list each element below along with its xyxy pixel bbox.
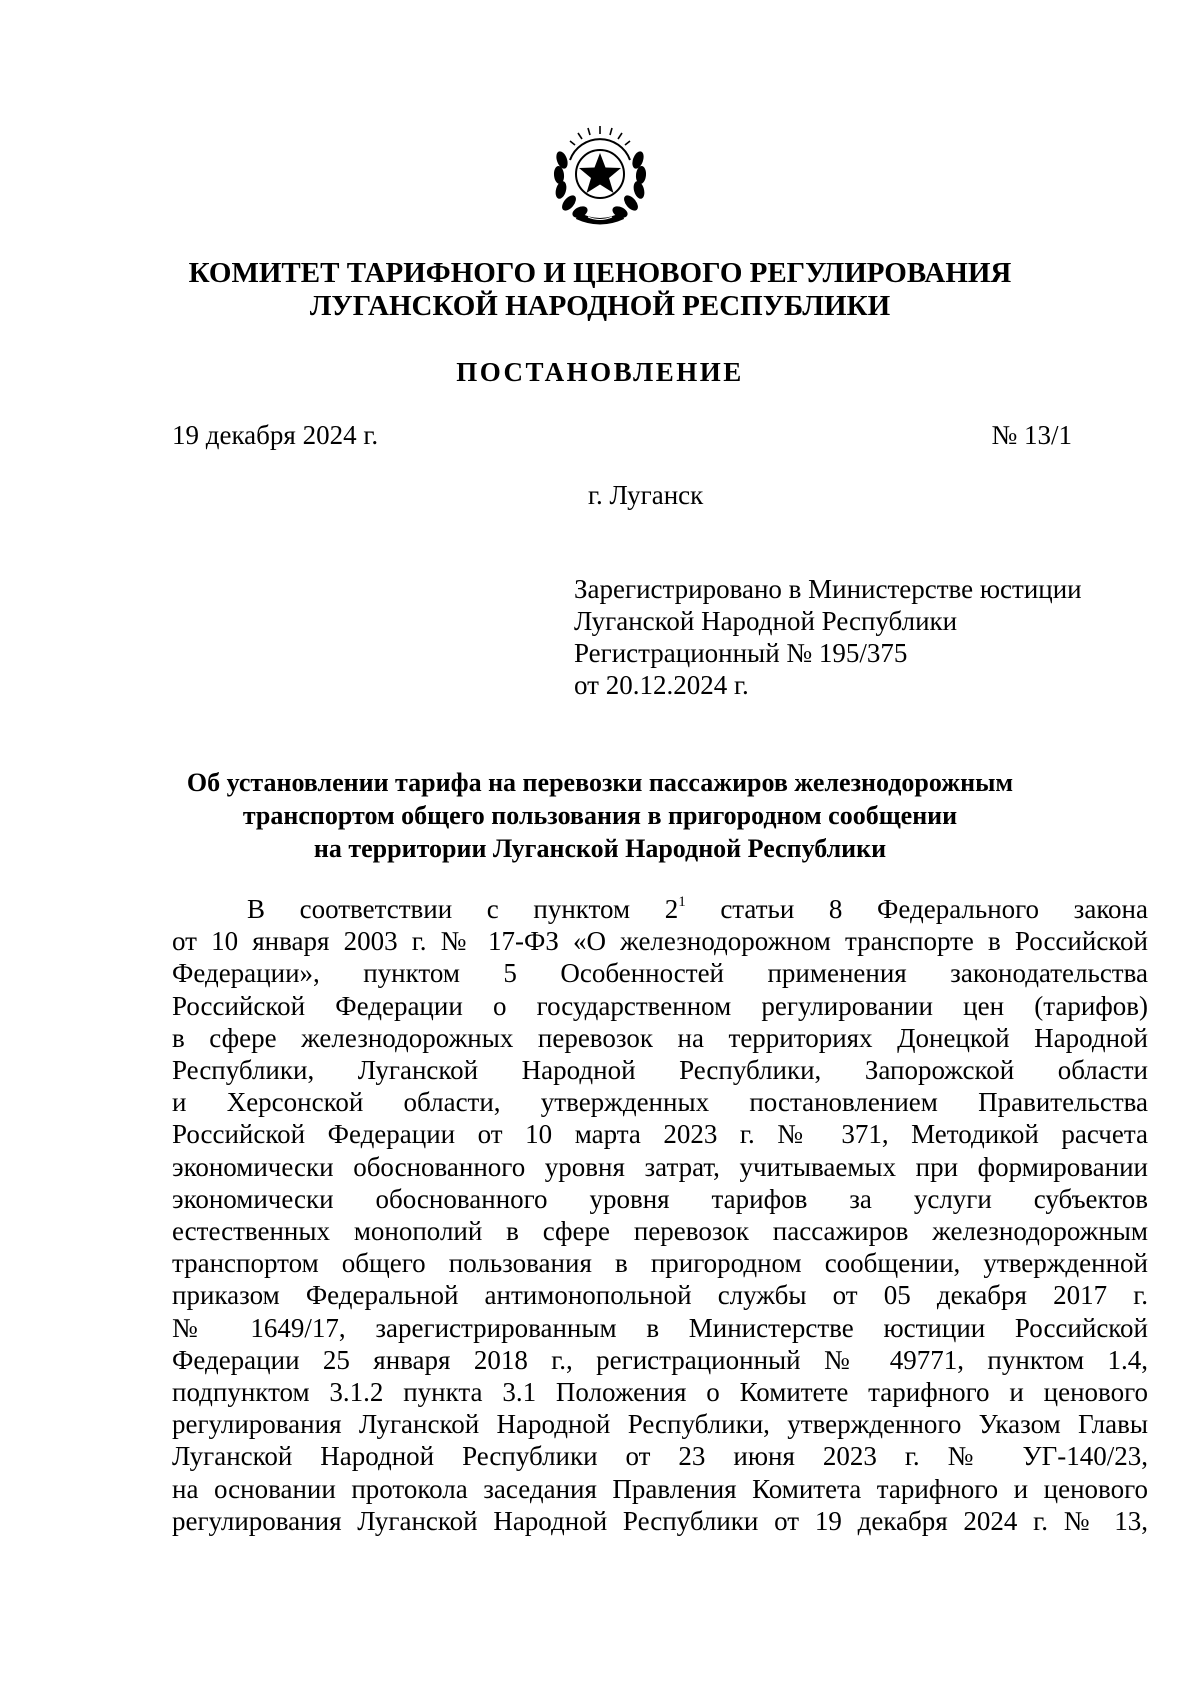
body-line: регулирования Луганской Народной Республики от 19 декабря 2024 г. № 13, <box>172 1505 1148 1536</box>
registration-line-4: от 20.12.2024 г. <box>574 670 749 700</box>
body-line: Луганской Народной Республики от 23 июня 2023 г. № УГ-140/23, <box>172 1441 1148 1472</box>
body-line: экономически обоснованного уровня затрат, учитываемых при формировании <box>172 1151 1148 1182</box>
subject-line-2: транспортом общего пользования в пригородном сообщении <box>242 801 958 830</box>
organization-title-line-2: ЛУГАНСКОЙ НАРОДНОЙ РЕСПУБЛИКИ <box>309 290 891 322</box>
state-emblem-icon <box>544 120 656 228</box>
body-line-text: статьи 8 Федерального закона <box>685 894 1148 924</box>
body-line: от 10 января 2003 г. № 17-ФЗ «О железнодорожном транспорте в Российской <box>172 926 1148 957</box>
body-paragraph <box>172 893 1148 1537</box>
body-line: Российской Федерации от 10 марта 2023 г. № 371, Методикой расчета <box>172 1119 1148 1150</box>
subject-line-1: Об установлении тарифа на перевозки пассажиров железнодорожным <box>186 768 1014 797</box>
document-number: № 13/1 <box>991 420 1072 450</box>
organization-title <box>0 257 1200 323</box>
body-line: в сфере железнодорожных перевозок на территориях Донецкой Народной <box>172 1022 1148 1053</box>
registration-line-2: Луганской Народной Республики <box>574 606 958 636</box>
body-line: и Херсонской области, утвержденных постановлением Правительства <box>172 1087 1148 1118</box>
body-line: Республики, Луганской Народной Республики, Запорожской области <box>172 1055 1148 1086</box>
body-line: Федерации 25 января 2018 г., регистрационный № 49771, пунктом 1.4, <box>172 1344 1148 1375</box>
body-line: регулирования Луганской Народной Республики, утвержденного Указом Главы <box>172 1409 1148 1440</box>
body-line: экономически обоснованного уровня тарифов за услуги субъектов <box>172 1183 1148 1214</box>
superscript-marker: 1 <box>678 894 686 910</box>
body-line: подпунктом 3.1.2 пункта 3.1 Положения о Комитете тарифного и ценового <box>172 1377 1148 1408</box>
body-line: приказом Федеральной антимонопольной службы от 05 декабря 2017 г. <box>172 1280 1148 1311</box>
document-city: г. Луганск <box>588 480 704 510</box>
body-line: транспортом общего пользования в пригородном сообщении, утвержденной <box>172 1248 1148 1279</box>
body-line: на основании протокола заседания Правления Комитета тарифного и ценового <box>172 1473 1148 1504</box>
registration-block <box>574 573 1082 701</box>
organization-title-line-1: КОМИТЕТ ТАРИФНОГО И ЦЕНОВОГО РЕГУЛИРОВАНИЯ <box>188 257 1012 289</box>
registration-line-1: Зарегистрировано в Министерстве юстиции <box>574 574 1082 604</box>
document-date: 19 декабря 2024 г. <box>172 420 379 450</box>
body-line: естественных монополий в сфере перевозок пассажиров железнодорожным <box>172 1216 1148 1247</box>
registration-line-3: Регистрационный № 195/375 <box>574 638 908 668</box>
document-type: ПОСТАНОВЛЕНИЕ <box>456 357 744 387</box>
document-subject <box>0 766 1200 865</box>
body-line: № 1649/17, зарегистрированным в Министерстве юстиции Российской <box>172 1312 1148 1343</box>
subject-line-3: на территории Луганской Народной Республики <box>313 834 887 863</box>
body-line <box>172 893 1148 925</box>
body-line: Федерации», пунктом 5 Особенностей применения законодательства <box>172 958 1148 989</box>
body-line-text: В соответствии с пунктом 2 <box>247 894 679 924</box>
body-line: Российской Федерации о государственном регулировании цен (тарифов) <box>172 990 1148 1021</box>
